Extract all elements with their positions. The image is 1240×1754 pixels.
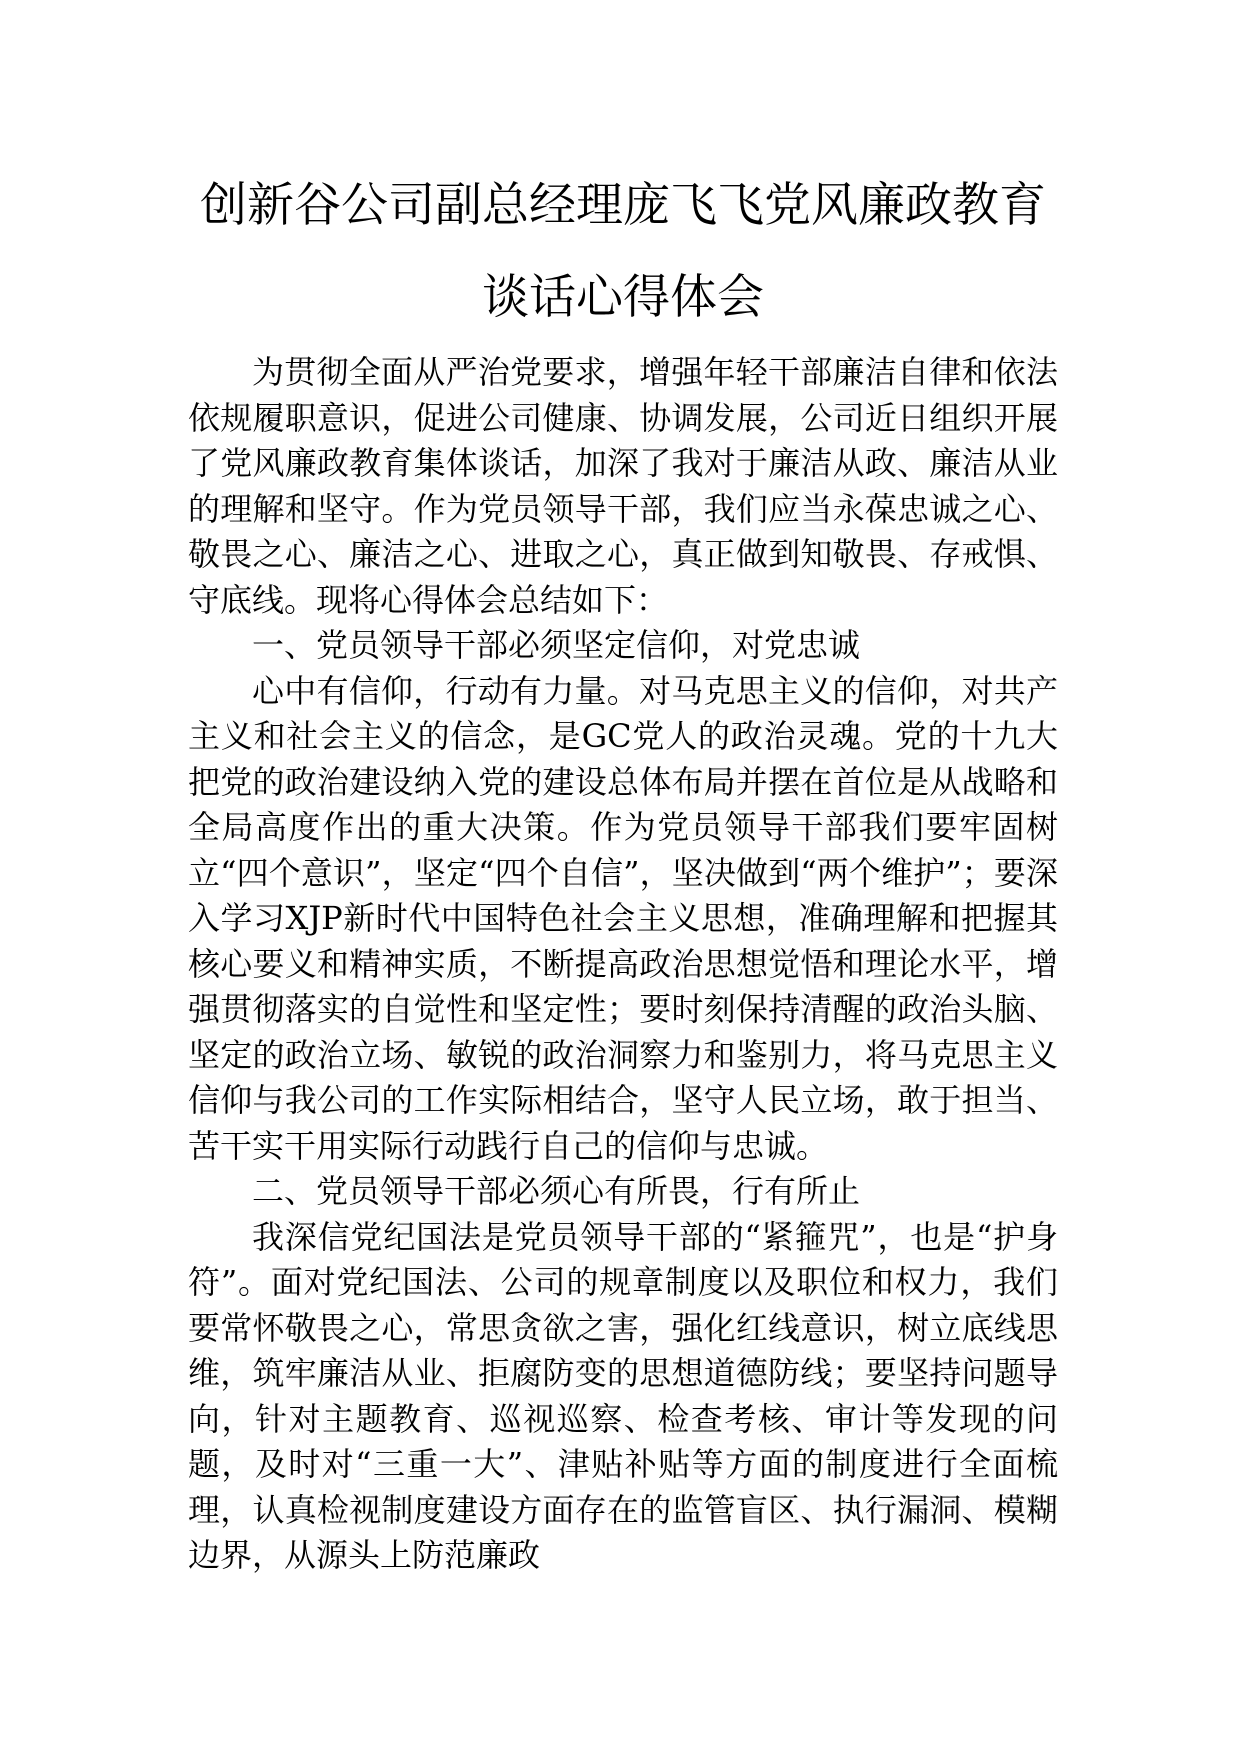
section-heading-2: 二、党员领导干部必须心有所畏，行有所止: [252, 1172, 861, 1210]
intro-paragraph: 为贯彻全面从严治党要求，增强年轻干部廉洁自律和依法依规履职意识，促进公司健康、协调发展，公司近日组织开展了党风廉政教育集体谈话，加深了我对于廉洁从政、廉洁从业的理解和坚守。作为党员领导干部，我们应当永葆忠诚之心、敬畏之心、廉洁之心、进取之心，真正做到知敬畏、存戒惧、守底线。现将心得体会总结如下：: [188, 353, 1058, 619]
section-1-paragraph: 心中有信仰，行动有力量。对马克思主义的信仰，对共产主义和社会主义的信念，是GC党人的政治灵魂。党的十九大把党的政治建设纳入党的建设总体布局并摆在首位是从战略和全局高度作出的重大决策。作为党员领导干部我们要牢固树立“四个意识”，坚定“四个自信”，坚决做到“两个维护”；要深入学习XJP新时代中国特色社会主义思想，准确理解和把握其核心要义和精神实质，不断提高政治思想觉悟和理论水平，增强贯彻落实的自觉性和坚定性；要时刻保持清醒的政治头脑、坚定的政治立场、敏锐的政治洞察力和鉴别力，将马克思主义信仰与我公司的工作实际相结合，坚守人民立场，敢于担当、苦干实干用实际行动践行自己的信仰与忠诚。: [188, 671, 1058, 1165]
title-line-2: 谈话心得体会: [482, 270, 764, 325]
section-heading-1: 一、党员领导干部必须坚定信仰，对党忠诚: [252, 626, 861, 664]
document-title: [188, 160, 1058, 344]
document-page: [188, 160, 1058, 1579]
title-line-1: 创新谷公司副总经理庞飞飞党风廉政教育: [200, 178, 1046, 233]
section-2-paragraph: 我深信党纪国法是党员领导干部的“紧箍咒”，也是“护身符”。面对党纪国法、公司的规章制度以及职位和权力，我们要常怀敬畏之心，常思贪欲之害，强化红线意识，树立底线思维，筑牢廉洁从业、拒腐防变的思想道德防线；要坚持问题导向，针对主题教育、巡视巡察、检查考核、审计等发现的问题，及时对“三重一大”、津贴补贴等方面的制度进行全面梳理，认真检视制度建设方面存在的监管盲区、执行漏洞、模糊边界，从源头上防范廉政: [188, 1217, 1058, 1574]
